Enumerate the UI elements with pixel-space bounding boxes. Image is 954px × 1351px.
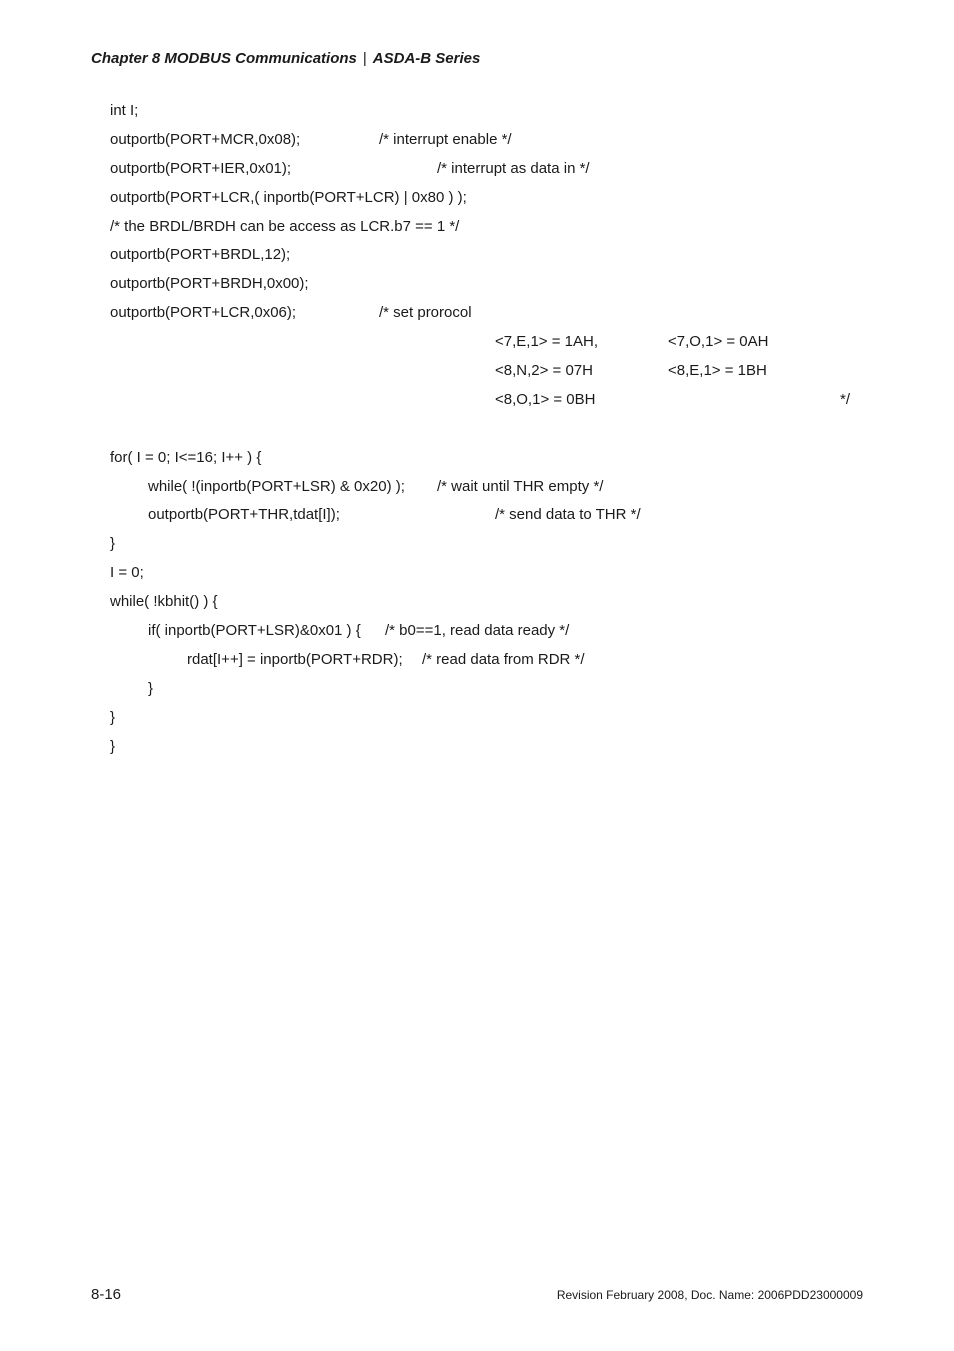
protocol-entry: <8,E,1> = 1BH bbox=[668, 362, 767, 380]
page-number: 8-16 bbox=[91, 1286, 122, 1303]
protocol-entry: <7,E,1> = 1AH, bbox=[495, 333, 598, 351]
code-comment: /* interrupt as data in */ bbox=[437, 159, 590, 177]
page-header bbox=[91, 50, 480, 67]
code-text: } bbox=[110, 737, 116, 755]
protocol-entry: <8,O,1> = 0BH bbox=[495, 390, 596, 408]
code-text: } bbox=[148, 679, 154, 697]
header-separator: | bbox=[362, 50, 367, 67]
code-text: outportb(PORT+IER,0x01); bbox=[110, 159, 292, 177]
code-text: outportb(PORT+LCR,( inportb(PORT+LCR) | 0x80 ) ); bbox=[110, 188, 467, 206]
code-text: outportb(PORT+BRDL,12); bbox=[110, 246, 291, 264]
revision-info: Revision February 2008, Doc. Name: 2006PDD23000009 bbox=[556, 1288, 863, 1302]
code-text: } bbox=[110, 535, 116, 553]
code-text: /* the BRDL/BRDH can be access as LCR.b7 == 1 */ bbox=[110, 217, 460, 235]
code-text: outportb(PORT+MCR,0x08); bbox=[110, 130, 301, 148]
code-text: } bbox=[110, 708, 116, 726]
code-comment: /* send data to THR */ bbox=[495, 506, 641, 524]
code-comment: /* wait until THR empty */ bbox=[437, 477, 604, 495]
code-comment: /* b0==1, read data ready */ bbox=[385, 622, 570, 640]
protocol-entry: <7,O,1> = 0AH bbox=[668, 333, 769, 351]
code-comment: /* set prorocol bbox=[379, 304, 472, 322]
code-text: while( !(inportb(PORT+LSR) & 0x20) ); bbox=[148, 477, 405, 495]
code-text: outportb(PORT+LCR,0x06); bbox=[110, 304, 297, 322]
code-text: if( inportb(PORT+LSR)&0x01 ) { bbox=[148, 622, 361, 640]
code-text: outportb(PORT+THR,tdat[I]); bbox=[148, 506, 340, 524]
protocol-entry: <8,N,2> = 07H bbox=[495, 362, 593, 380]
code-text: I = 0; bbox=[110, 564, 144, 582]
comment-end: */ bbox=[840, 390, 851, 408]
chapter-title: Chapter 8 MODBUS Communications bbox=[91, 50, 357, 67]
code-comment: /* interrupt enable */ bbox=[379, 130, 512, 148]
code-text: for( I = 0; I<=16; I++ ) { bbox=[110, 448, 262, 466]
code-text: while( !kbhit() ) { bbox=[110, 593, 218, 611]
code-text: outportb(PORT+BRDH,0x00); bbox=[110, 275, 309, 293]
series-title: ASDA-B Series bbox=[372, 50, 481, 67]
code-text: rdat[I++] = inportb(PORT+RDR); bbox=[187, 650, 403, 668]
code-text: int I; bbox=[110, 102, 139, 119]
code-comment: /* read data from RDR */ bbox=[422, 650, 585, 668]
